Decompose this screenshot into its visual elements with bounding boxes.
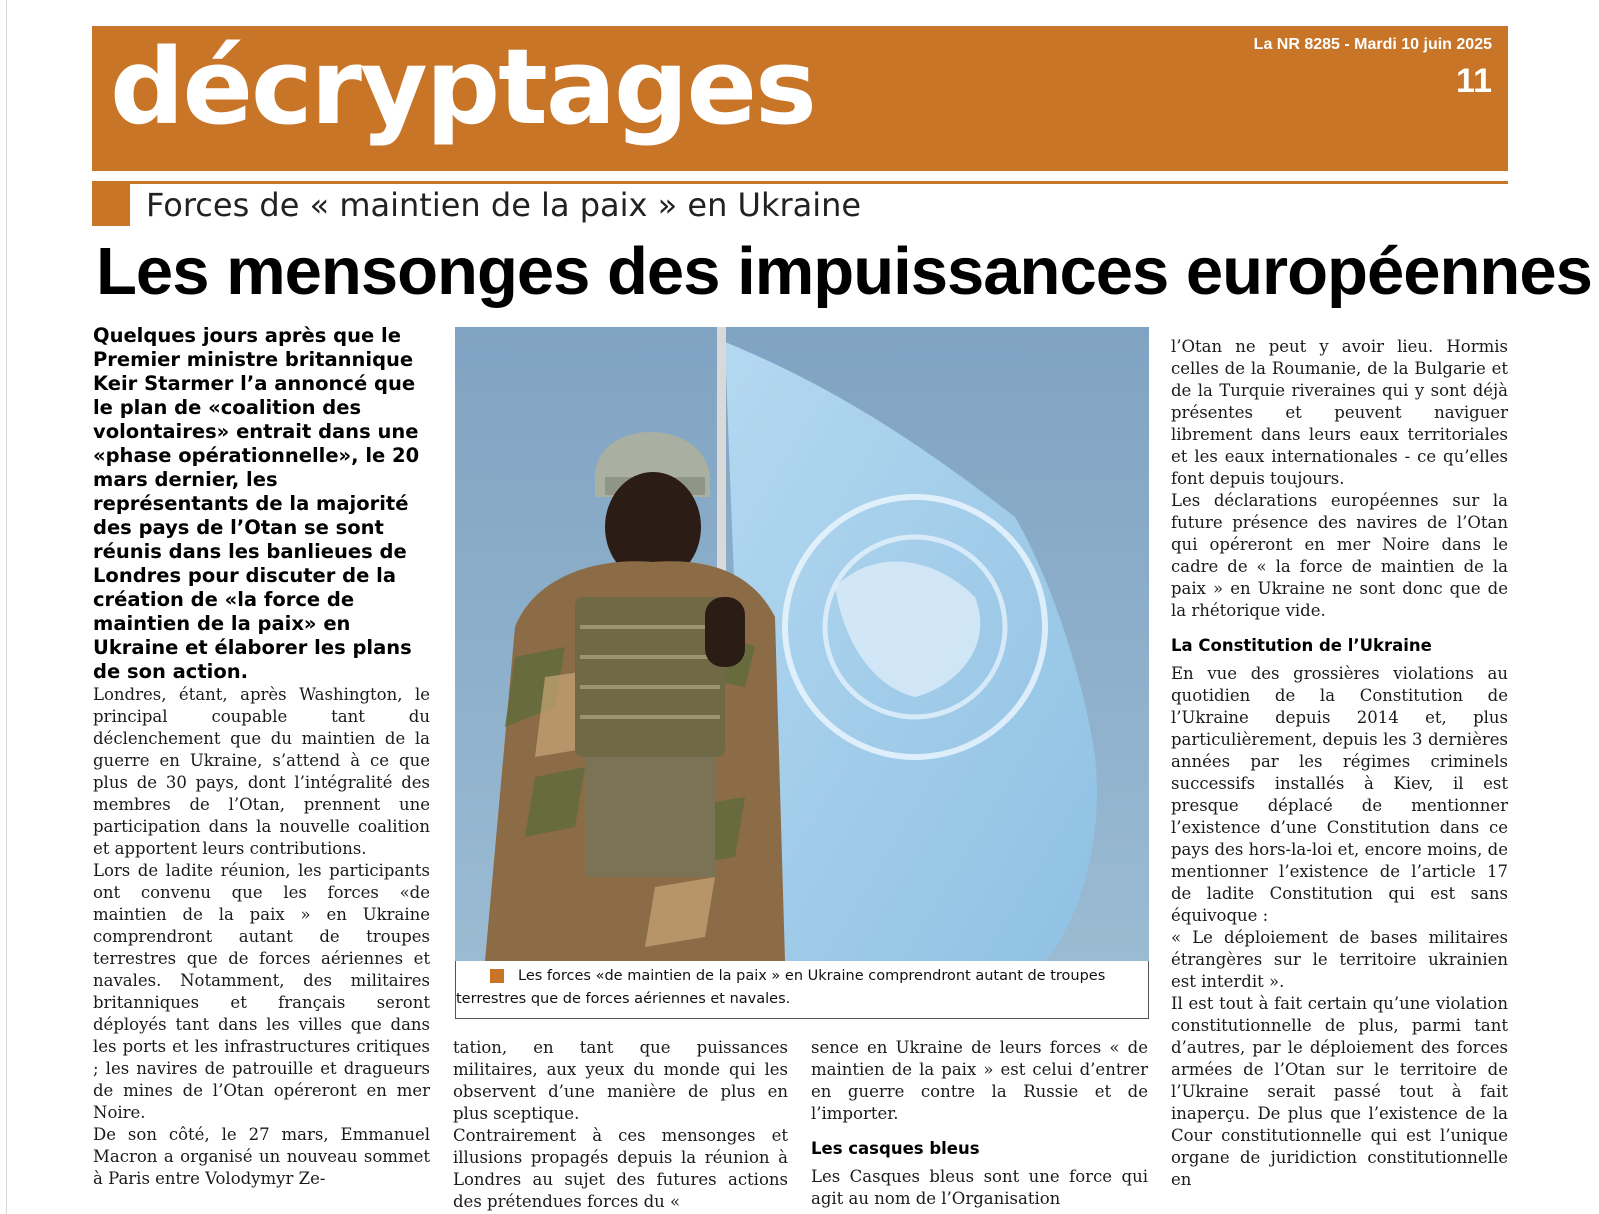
subheading: Les casques bleus bbox=[811, 1139, 980, 1158]
article-headline: Les mensonges des impuissances européennes bbox=[96, 234, 1592, 309]
column-1 bbox=[93, 684, 430, 1190]
paragraph: « Le déploiement de bases militaires étrangères sur le territoire ukrainien est interdit ». bbox=[1171, 928, 1508, 991]
section-name: décryptages bbox=[110, 26, 815, 148]
section-banner bbox=[92, 26, 1508, 171]
paragraph: Contrairement à ces mensonges et illusions propagés depuis la réunion à Londres au sujet des futures actions des prétendues forces du « bbox=[453, 1126, 788, 1211]
article-kicker: Forces de « maintien de la paix » en Ukraine bbox=[146, 186, 862, 224]
photo-caption: Les forces «de maintien de la paix » en Ukraine comprendront autant de troupes terrestres que de forces aériennes et navales. bbox=[456, 968, 1106, 1007]
page-number: 11 bbox=[1456, 62, 1492, 100]
paragraph: En vue des grossières violations au quotidien de la Constitution de l’Ukraine depuis 2014 et, plus particulièrement, depuis les 3 dernières années par les régimes criminels successifs installés à Kiev, il est presque déplacé de mentionner l’existence d’une Constitution dans ce pays des hors-la-loi et, encore moins, de mentionner l’existence de l’article 17 de ladite Constitution qui est sans équivoque : bbox=[1171, 664, 1508, 925]
issue-info: La NR 8285 - Mardi 10 juin 2025 bbox=[1253, 36, 1492, 53]
paragraph: tation, en tant que puissances militaires, aux yeux du monde qui les observent d’une manière de plus en plus sceptique. bbox=[453, 1038, 788, 1123]
paragraph: Il est tout à fait certain qu’une violation constitutionnelle de plus, parmi tant d’autres, par le déploiement des forces armées de l’Otan sur le territoire de l’Ukraine serait passé tout à fait inaperçu. De plus que l’existence de la Cour constitutionnelle qui est l’unique organe de juridiction constitutionnelle en bbox=[1171, 994, 1508, 1189]
paragraph: De son côté, le 27 mars, Emmanuel Macron a organisé un nouveau sommet à Paris entre Volodymyr Ze- bbox=[93, 1125, 430, 1188]
peacekeeper-photo bbox=[455, 327, 1149, 961]
paragraph: Lors de ladite réunion, les participants ont convenu que les forces «de maintien de la paix » en Ukraine comprendront autant de troupes terrestres que de forces aériennes et navales. Notamment, des militaires britanniques et français seront déployés tant dans les villes que dans les ports et les infrastructures critiques ; les navires de patrouille et dragueurs de mines de l’Otan opéreront en mer Noire. bbox=[93, 861, 430, 1122]
vest bbox=[575, 597, 725, 757]
kicker-marker bbox=[92, 183, 130, 226]
paragraph: sence en Ukraine de leurs forces « de maintien de la paix » est celui d’entrer en guerre contre la Russie et de l’importer. bbox=[811, 1038, 1148, 1123]
photo-caption-box bbox=[455, 961, 1149, 1019]
column-2 bbox=[453, 1037, 788, 1213]
paragraph: Londres, étant, après Washington, le principal coupable tant du déclenchement que du maintien de la guerre en Ukraine, s’attend à ce que plus de 30 pays, dont l’intégralité des membres de l’Otan, prennent une participation dans la nouvelle coalition et apportent leurs contributions. bbox=[93, 685, 430, 858]
column-3 bbox=[811, 1037, 1148, 1210]
hand bbox=[705, 597, 745, 667]
column-4 bbox=[1171, 336, 1508, 1191]
paragraph: Les Casques bleus sont une force qui agit au nom de l’Organisation bbox=[811, 1167, 1148, 1208]
page-edge bbox=[6, 0, 7, 1214]
article-photo bbox=[455, 327, 1149, 961]
paragraph: l’Otan ne peut y avoir lieu. Hormis celles de la Roumanie, de la Bulgarie et de la Turquie riveraines qui y sont déjà présentes et peuvent naviguer librement dans leurs eaux territoriales et les eaux internationales - ce qu’elles font depuis toujours. bbox=[1171, 337, 1508, 488]
subheading: La Constitution de l’Ukraine bbox=[1171, 636, 1432, 655]
section-divider bbox=[92, 181, 1508, 184]
article-lead: Quelques jours après que le Premier ministre britannique Keir Starmer l’a annoncé que le plan de «coalition des volontaires» entrait dans une «phase opérationnelle», le 20 mars dernier, les représentants de la majorité des pays de l’Otan se sont réunis dans les banlieues de Londres pour discuter de la création de «la force de maintien de la paix» en Ukraine et élaborer les plans de son action. bbox=[93, 324, 420, 683]
paragraph: Les déclarations européennes sur la future présence des navires de l’Otan qui opéreront en mer Noire dans le cadre de « la force de maintien de la paix » en Ukraine ne sont donc que de la rhétorique vide. bbox=[1171, 491, 1508, 620]
